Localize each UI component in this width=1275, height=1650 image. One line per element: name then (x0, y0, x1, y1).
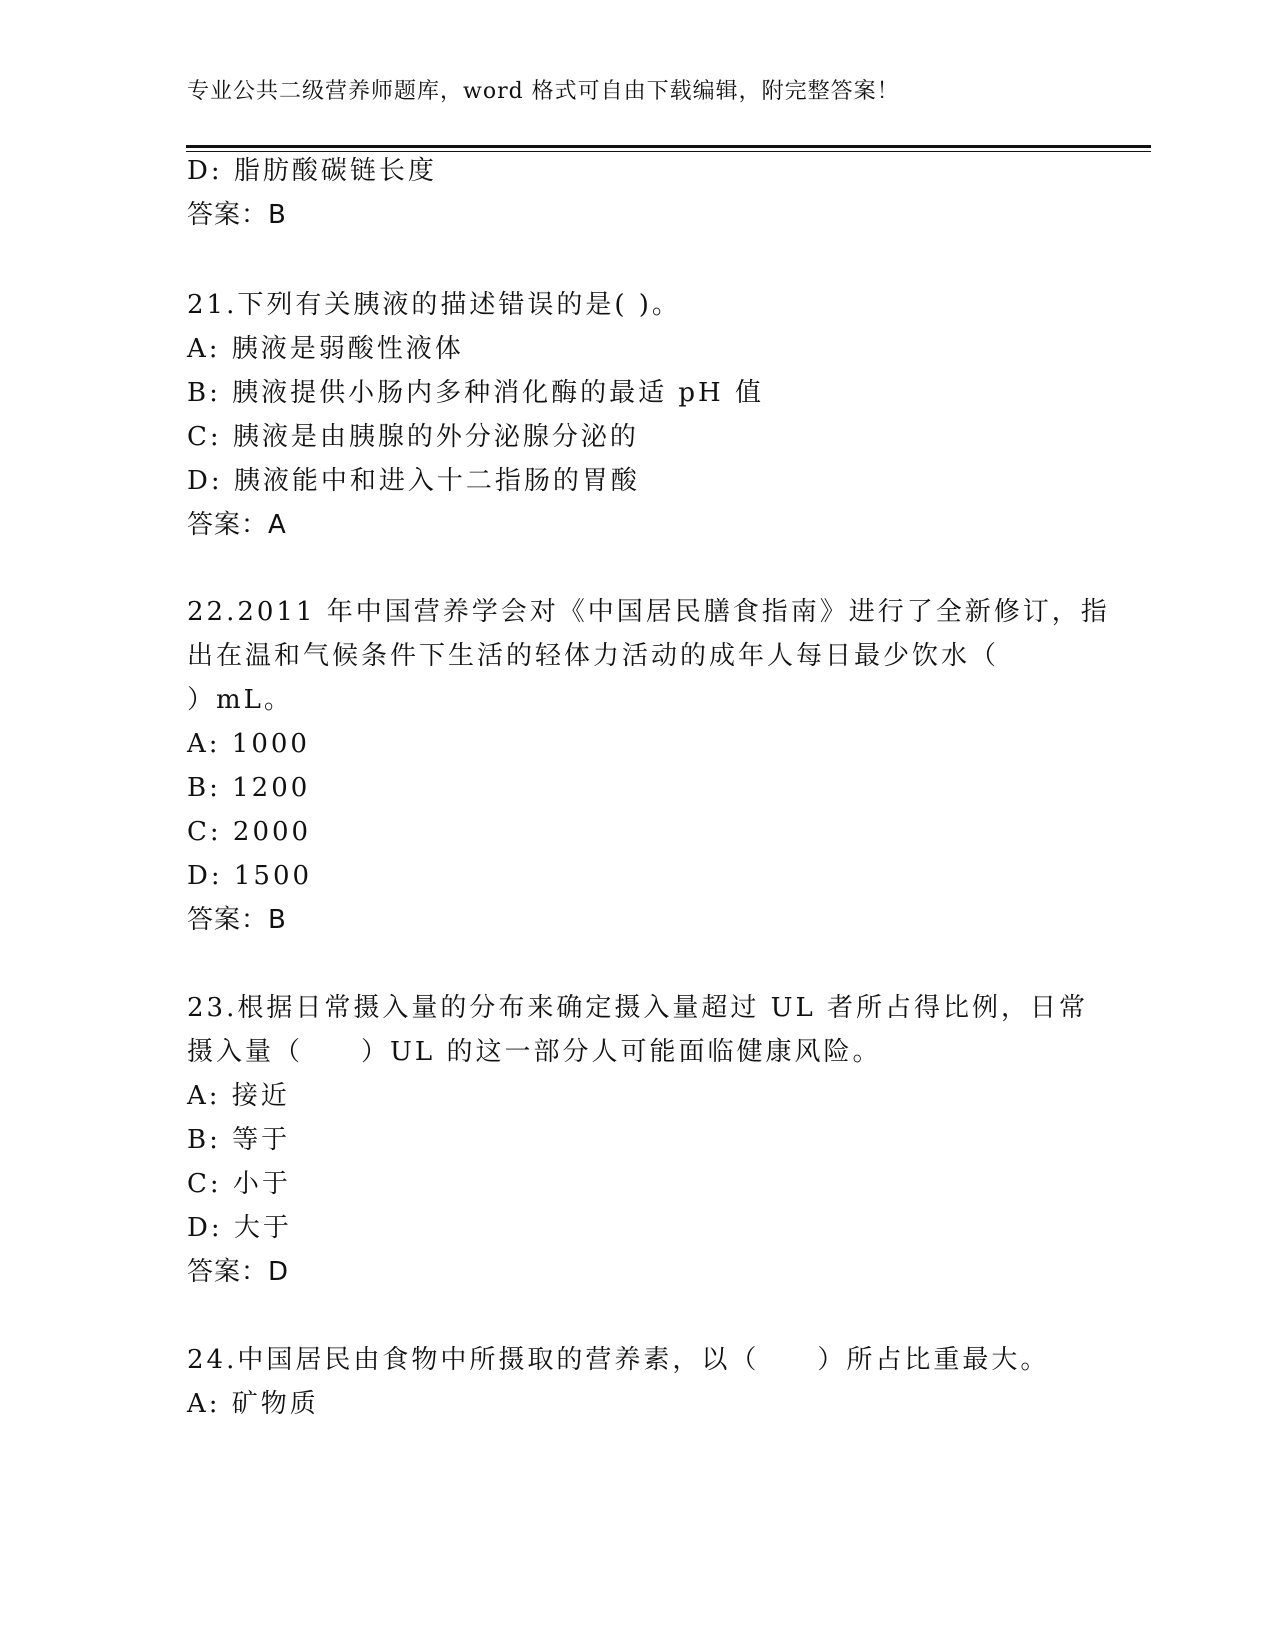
page-header: 专业公共二级营养师题库，word 格式可自由下载编辑，附完整答案！ (187, 79, 900, 104)
answer: 答案：B (187, 905, 287, 935)
question-stem-line-1: 23.根据日常摄入量的分布来确定摄入量超过 UL 者所占得比例，日常 (187, 993, 1089, 1023)
option-c: C: 小于 (187, 1169, 291, 1199)
option-b: B: 胰液提供小肠内多种消化酶的最适 pH 值 (187, 378, 764, 408)
option-c: C: 胰液是由胰腺的外分泌腺分泌的 (187, 422, 639, 452)
option-a: A: 矿物质 (187, 1389, 319, 1419)
question-stem-line-2: 摄入量（ ）UL 的这一部分人可能面临健康风险。 (187, 1037, 882, 1067)
answer: 答案：D (187, 1257, 290, 1287)
question-stem-line-2: 出在温和气候条件下生活的轻体力活动的成年人每日最少饮水（ (187, 641, 1000, 671)
option-d: D: 脂肪酸碳链长度 (187, 156, 437, 186)
option-a: A: 1000 (187, 729, 310, 759)
option-c: C: 2000 (187, 817, 312, 847)
option-b: B: 1200 (187, 773, 311, 803)
option-d: D: 1500 (187, 861, 313, 891)
option-a: A: 接近 (187, 1081, 290, 1111)
question-stem-line-3: ）mL。 (187, 685, 293, 715)
question-stem: 21.下列有关胰液的描述错误的是( )。 (187, 290, 681, 320)
question-stem-line-1: 22.2011 年中国营养学会对《中国居民膳食指南》进行了全新修订，指 (187, 597, 1110, 627)
answer: 答案：B (187, 200, 287, 230)
option-a: A: 胰液是弱酸性液体 (187, 334, 464, 364)
option-b: B: 等于 (187, 1125, 291, 1155)
option-d: D: 胰液能中和进入十二指肠的胃酸 (187, 466, 640, 496)
answer: 答案：A (187, 510, 287, 540)
option-d: D: 大于 (187, 1213, 292, 1243)
header-divider (186, 145, 1151, 148)
question-stem: 24.中国居民由食物中所摄取的营养素，以（ ）所占比重最大。 (187, 1345, 1050, 1375)
